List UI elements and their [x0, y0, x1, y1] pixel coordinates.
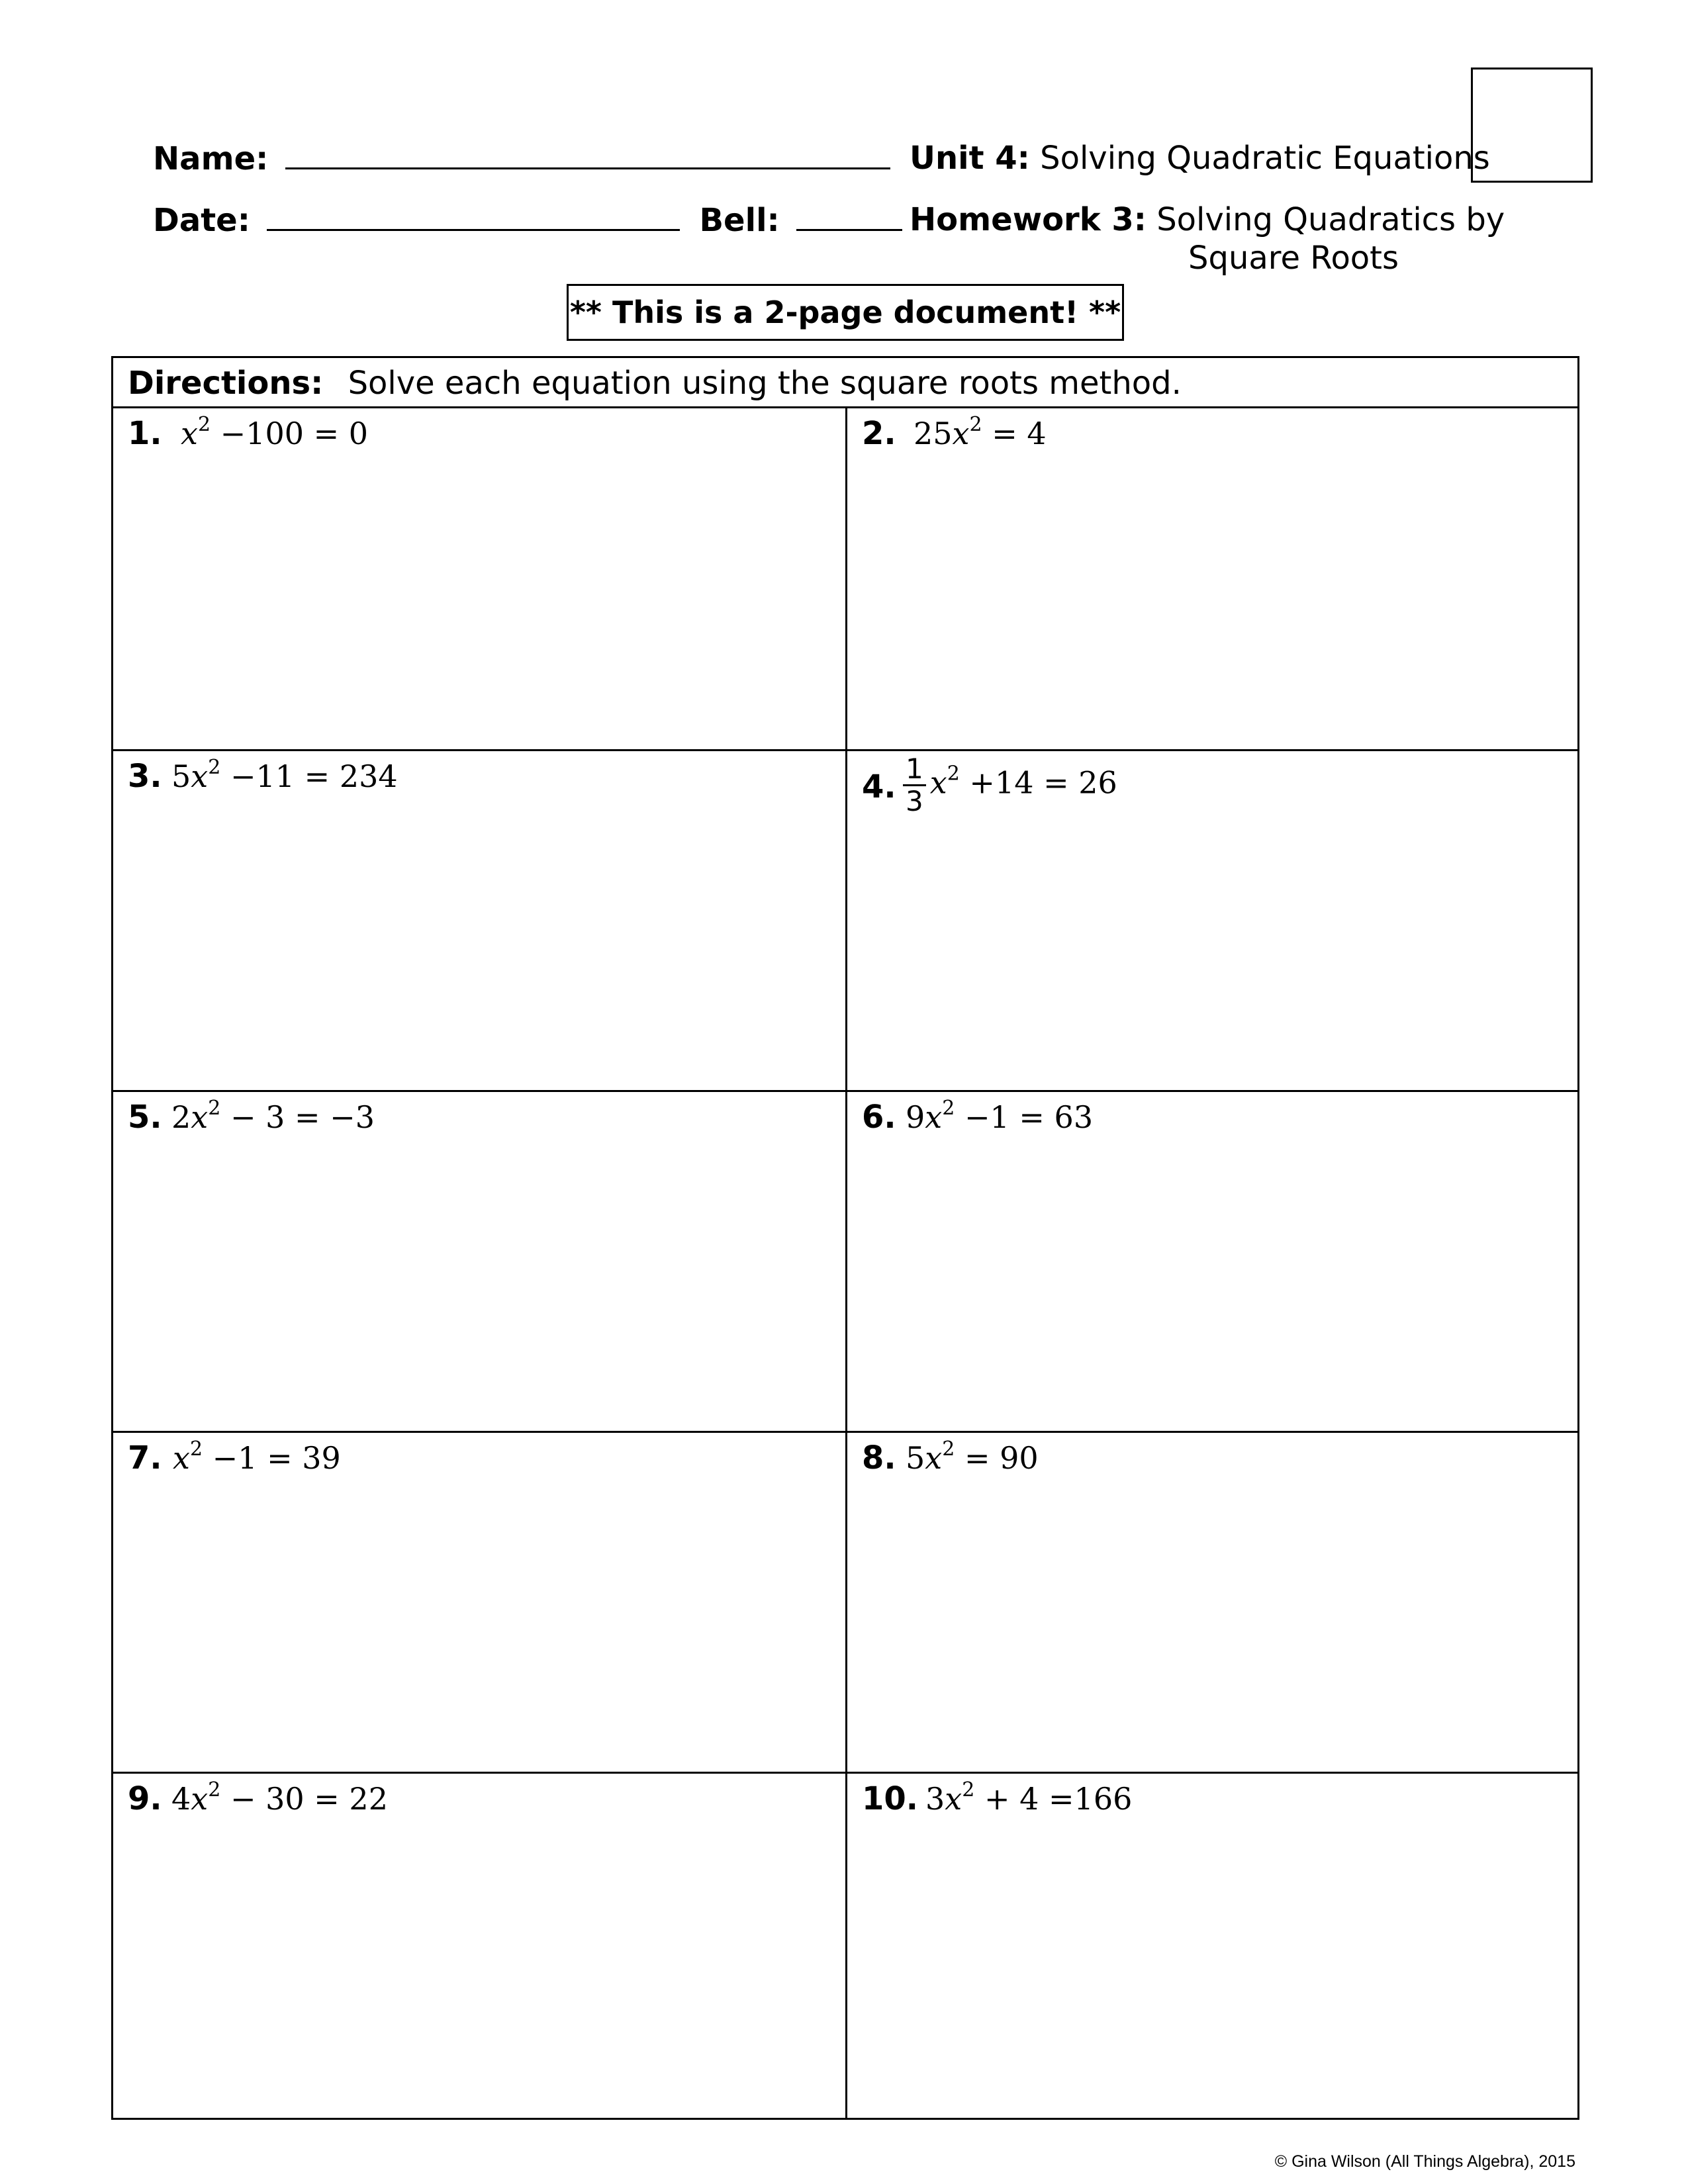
- homework-heading: [910, 200, 1505, 240]
- date-row: [153, 200, 902, 240]
- two-page-notice: ** This is a 2-page document! **: [567, 284, 1124, 341]
- problem-cell-1[interactable]: [113, 408, 845, 749]
- directions-label: Directions:: [128, 365, 324, 402]
- problem-number: 6.: [862, 1099, 896, 1136]
- problem-equation: $3x^2 + 4 =166$: [925, 1778, 1133, 1817]
- problem-number: 7.: [128, 1439, 162, 1477]
- problem-equation: $x^2 -100 = 0$: [181, 413, 369, 451]
- problem-equation: $x^2 -1 = 39$: [173, 1437, 341, 1476]
- problem-grid: [111, 356, 1579, 2120]
- problem-cell-5[interactable]: [113, 1090, 845, 1431]
- directions: [113, 358, 1577, 408]
- problem-cell-2[interactable]: [845, 408, 1577, 749]
- homework-title-line1: Solving Quadratics by: [1156, 201, 1505, 238]
- problem-number: 3.: [128, 758, 162, 795]
- problem-equation: $9x^2 -1 = 63$: [906, 1097, 1094, 1135]
- problem-number: 4.: [862, 768, 896, 805]
- problem-cell-10[interactable]: [845, 1772, 1577, 2118]
- problem-cell-7[interactable]: [113, 1431, 845, 1772]
- problem-cell-8[interactable]: [845, 1431, 1577, 1772]
- date-field[interactable]: [267, 200, 680, 231]
- problem-equation: $5x^2 = 90$: [906, 1437, 1039, 1476]
- unit-heading: [910, 138, 1490, 178]
- unit-label: Unit 4:: [910, 140, 1030, 177]
- problem-cell-6[interactable]: [845, 1090, 1577, 1431]
- bell-field[interactable]: [796, 200, 902, 231]
- homework-title-line2: Square Roots: [1188, 240, 1399, 277]
- problem-equation: $5x^2 -11 = 234$: [171, 756, 398, 794]
- problem-number: 2.: [862, 415, 896, 452]
- homework-label: Homework 3:: [910, 201, 1147, 238]
- problem-number: 5.: [128, 1099, 162, 1136]
- problem-cell-4[interactable]: [845, 749, 1577, 1090]
- problem-equation: $25x^2 = 4$: [914, 413, 1047, 451]
- bell-label: Bell:: [699, 202, 780, 239]
- score-box[interactable]: [1471, 68, 1593, 183]
- problem-number: 10.: [862, 1780, 919, 1817]
- problem-equation: $\frac{1}{3}$ $x^2 +14 = 26$: [903, 754, 1117, 817]
- name-field[interactable]: [285, 138, 890, 169]
- directions-text: Solve each equation using the square roots method.: [348, 365, 1182, 402]
- problem-cell-3[interactable]: [113, 749, 845, 1090]
- name-label: Name:: [153, 140, 269, 177]
- date-label: Date:: [153, 202, 250, 239]
- copyright-footer: © Gina Wilson (All Things Algebra), 2015: [1274, 2152, 1575, 2171]
- problem-number: 1.: [128, 415, 162, 452]
- problem-number: 8.: [862, 1439, 896, 1477]
- problem-cell-9[interactable]: [113, 1772, 845, 2118]
- unit-title: Solving Quadratic Equations: [1040, 140, 1490, 177]
- name-row: [153, 138, 890, 179]
- problem-equation: $2x^2 - 3 = -3$: [171, 1097, 375, 1135]
- problem-equation: $4x^2 - 30 = 22$: [171, 1778, 388, 1817]
- fraction: $\frac{1}{3}$: [903, 754, 926, 817]
- problem-number: 9.: [128, 1780, 162, 1817]
